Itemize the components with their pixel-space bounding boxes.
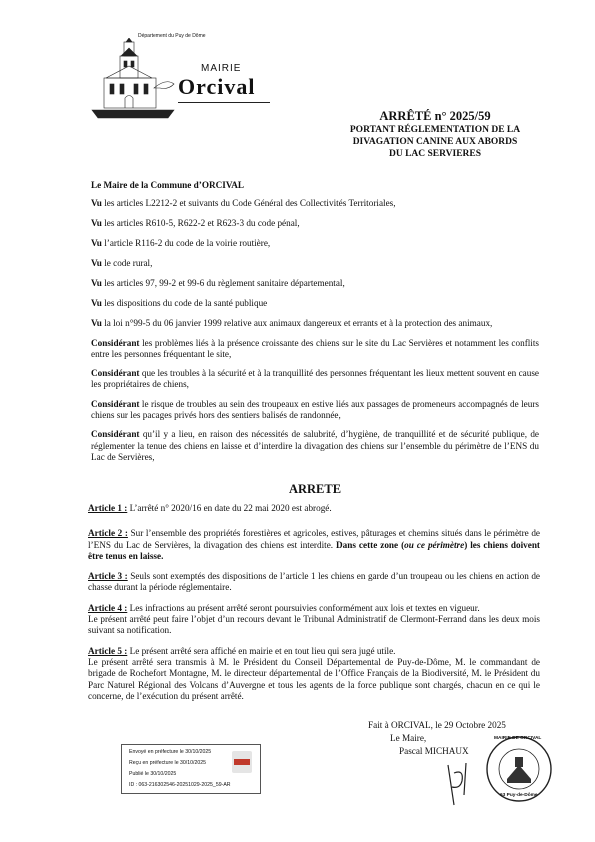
vu-text: les articles R610-5, R622-2 et R623-3 du code pénal, — [101, 218, 300, 229]
arrete-heading: ARRETE — [288, 482, 342, 496]
article-2-text: Sur l’ensemble des propriétés forestières et agricoles, estives, pâturages et chemins situés dans le périmètre de l’ENS du Lac de Servières, la divagation des chiens est interdite. — [88, 528, 540, 550]
considerant-lead: Considérant — [91, 337, 140, 348]
article-4-label: Article 4 : — [88, 602, 128, 613]
considerant-item — [91, 429, 539, 463]
decree-subtitle-1: PORTANT RÉGLEMENTATION DE LA — [349, 125, 521, 135]
considerant-lead: Considérant — [91, 368, 140, 379]
article-2 — [88, 528, 540, 562]
vu-item — [91, 238, 539, 249]
article-3-label: Article 3 : — [88, 571, 128, 582]
article-4-text-2: Le présent arrêté peut faire l’objet d’un recours devant le Tribunal Administratif de Clermont-Ferrand dans les deux mois suivant sa notification. — [88, 614, 540, 636]
receipt-id: ID : 063-216302546-20251029-2025_59-AR — [129, 782, 231, 788]
church-logo-icon — [88, 38, 178, 123]
decree-title: ARRÊTÉ n° 2025/59 — [379, 109, 491, 123]
articles — [88, 503, 540, 702]
considerant-item — [91, 399, 539, 422]
vu-text: la loi n°99-5 du 06 janvier 1999 relative aux animaux dangereux et errants et à la protection des animaux, — [101, 317, 493, 328]
article-5-label: Article 5 : — [88, 645, 128, 656]
receipt-logo-icon — [232, 751, 252, 773]
commune-name: Orcival — [178, 74, 256, 99]
vu-lead: Vu — [91, 198, 102, 209]
seal-text: MAIRIE DE ORCIVAL — [494, 736, 542, 741]
vu-lead: Vu — [91, 317, 102, 328]
article-5-text: Le présent arrêté sera affiché en mairie et en tout lieu qui sera jugé utile. — [127, 645, 396, 656]
logo-underline — [178, 102, 270, 103]
considerant-item — [91, 368, 539, 391]
place-date: Fait à ORCIVAL, le 29 Octobre 2025 — [368, 720, 506, 730]
mayor-role: Le Maire, — [390, 733, 427, 743]
preamble — [91, 180, 539, 463]
considerant-item — [91, 338, 539, 361]
mayor-name: Pascal MICHAUX — [399, 746, 469, 756]
article-2-bold-italic: ou ce périmètre — [404, 539, 465, 550]
considerant-text: les problèmes liés à la présence croissante des chiens sur le site du Lac Servières et notamment les conflits entre les personnes fréquentant le site, — [91, 337, 539, 359]
receipt-published: Publié le 30/10/2025 — [129, 771, 177, 777]
letterhead — [88, 30, 258, 125]
considerant-text: que les troubles à la sécurité et à la tranquillité des personnes fréquentant les lieux mettent souvent en cause les propriétaires de chiens, — [91, 368, 539, 390]
article-4 — [88, 603, 540, 637]
vu-item — [91, 258, 539, 269]
seal-bottom-text: 63 Puy-de-Dôme — [500, 793, 538, 798]
mairie-seal — [485, 735, 553, 803]
article-5 — [88, 646, 540, 702]
vu-text: les articles L2212-2 et suivants du Code Général des Collectivités Territoriales, — [101, 198, 396, 209]
article-4-text: Les infractions au présent arrêté seront poursuivies conformément aux lois et textes en vigueur. — [127, 602, 480, 613]
vu-item — [91, 318, 539, 329]
considerant-lead: Considérant — [91, 429, 140, 440]
prefecture-receipt — [121, 744, 261, 794]
vu-lead: Vu — [91, 238, 102, 249]
article-5-text-2: Le présent arrêté sera transmis à M. le Président du Conseil Départemental de Puy-de-Dôme, M. le commandant de brigade de Rochefort Montagne, M. le directeur départemental de l’Office Français de la Biodiversité, M. le Président du Parc Naturel Régional des Volcans d’Auvergne et tous les agents de la force publique sont chargés, chacun en ce qui le concerne, de l’exécution du présent arrêté. — [88, 656, 540, 701]
vu-item — [91, 298, 539, 309]
department-label: Département du Puy de Dôme — [138, 33, 206, 39]
considerant-text: le risque de troubles au sein des troupeaux en estive liés aux passages de promeneurs accompagnés de leurs chiens sur les pacages privés hors des sentiers balisés de randonnée, — [91, 398, 539, 421]
handwritten-signature — [440, 755, 480, 815]
article-1-label: Article 1 : — [88, 503, 128, 513]
receipt-received: Reçu en préfecture le 30/10/2025 — [129, 760, 207, 766]
vu-text: les articles 97, 99-2 et 99-6 du règlement sanitaire départemental, — [101, 277, 345, 288]
vu-item — [91, 218, 539, 229]
decree-subtitle-3: DU LAC SERVIERES — [388, 149, 482, 159]
article-3 — [88, 571, 540, 594]
article-3-text: Seuls sont exemptés des dispositions de l’article 1 les chiens en garde d’un troupeau ou les chiens en action de chasse durant la période réglementaire. — [88, 571, 541, 593]
article-1 — [88, 503, 540, 514]
vu-text: les dispositions du code de la santé publique — [101, 297, 268, 308]
vu-lead: Vu — [91, 277, 102, 288]
vu-lead: Vu — [91, 218, 102, 229]
receipt-sent: Envoyé en préfecture le 30/10/2025 — [129, 749, 212, 755]
vu-item — [91, 278, 539, 289]
article-2-bold-1: Dans cette zone ( — [336, 539, 405, 550]
vu-text: le code rural, — [101, 257, 153, 268]
considerant-lead: Considérant — [91, 398, 140, 409]
decree-subtitle-2: DIVAGATION CANINE AUX ABORDS — [352, 137, 518, 147]
mairie-label: MAIRIE — [201, 63, 242, 74]
vu-lead: Vu — [91, 297, 102, 308]
article-2-label: Article 2 : — [88, 528, 128, 539]
vu-text: l’article R116-2 du code de la voirie routière, — [101, 238, 271, 249]
article-1-text: L’arrêté n° 2020/16 en date du 22 mai 2020 est abrogé. — [127, 503, 332, 513]
vu-item — [91, 198, 539, 209]
vu-lead: Vu — [91, 257, 102, 268]
considerant-text: qu’il y a lieu, en raison des nécessités de salubrité, d’hygiène, de tranquillité et de sécurité publique, de réglementer la tenue des chiens en laisse et d’interdire la divagation des chiens sur l’ensemble du périmètre de l’ENS du Lac de Servières, — [91, 429, 539, 462]
authority: Le Maire de la Commune d’ORCIVAL — [91, 180, 245, 190]
article-2-bold-2: ) les chiens doivent être tenus en laisse. — [88, 539, 540, 561]
